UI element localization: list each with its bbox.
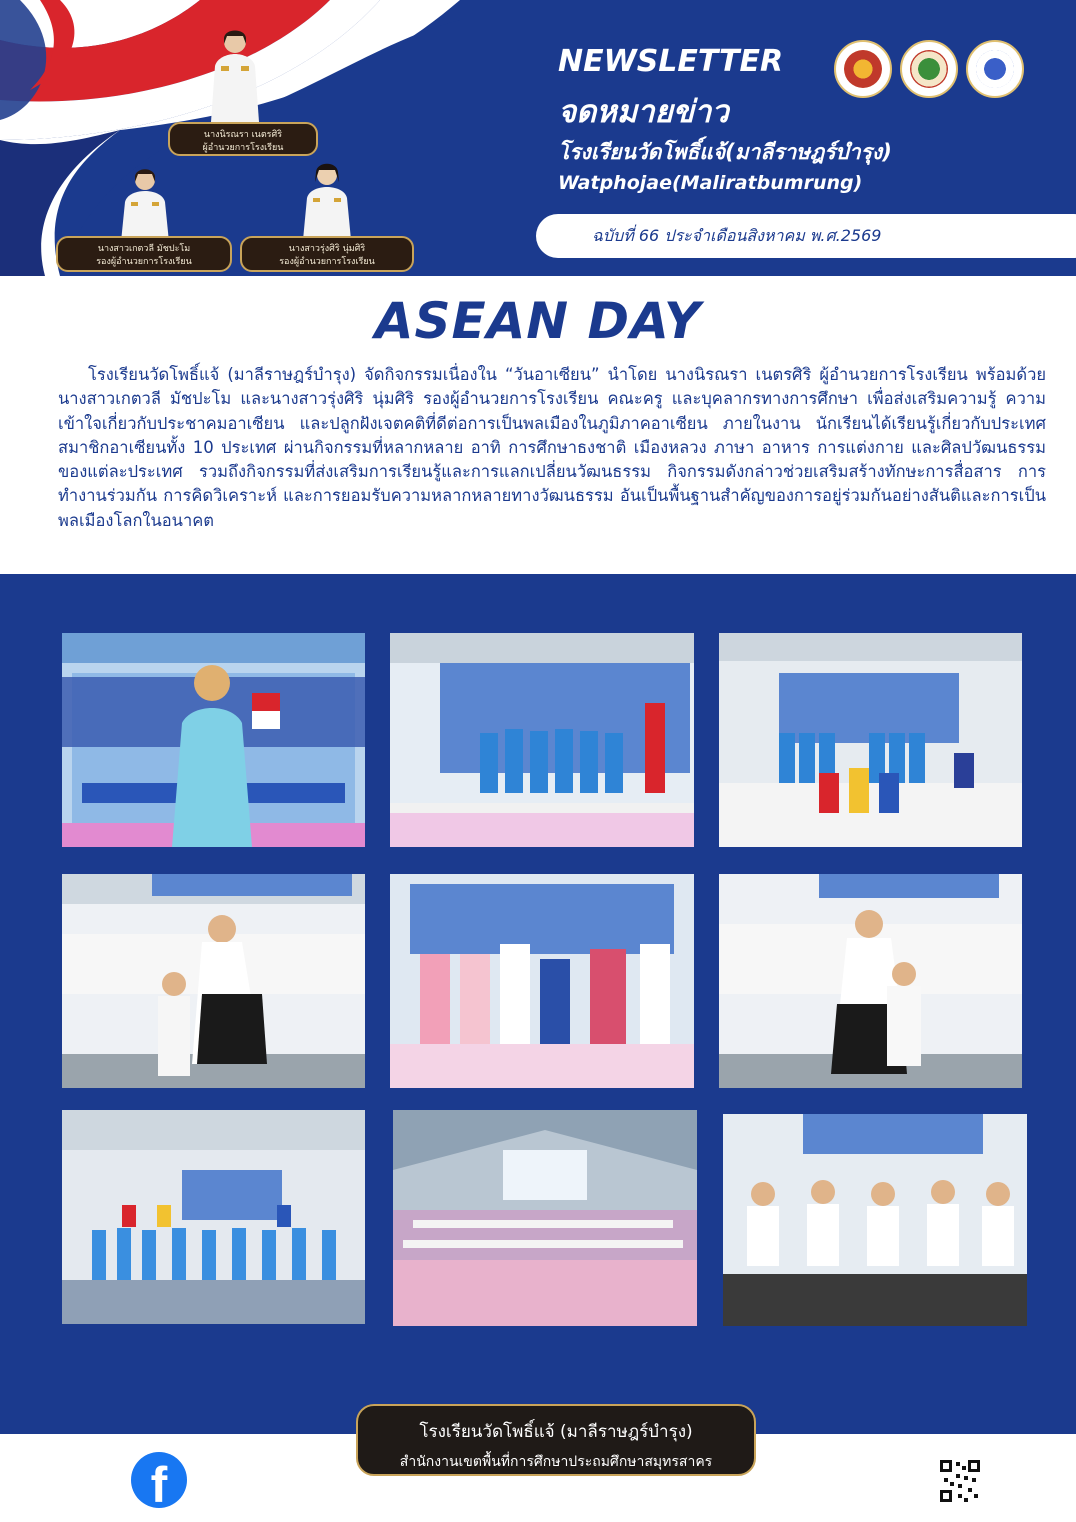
deputy-2-nameplate	[240, 236, 414, 272]
deputy-2-portrait	[292, 160, 362, 240]
deputy-1-nameplate	[56, 236, 232, 272]
director-name: นางนิรณรา เนตรศิริ	[203, 130, 283, 140]
newsletter-label: NEWSLETTER	[558, 44, 784, 79]
photo-award-group	[390, 874, 694, 1088]
photo-flag-parade	[62, 1110, 365, 1324]
school-name-thai: โรงเรียนวัดโพธิ์แจ้(มาลีราษฎร์บำรุง)	[558, 140, 892, 164]
school-emblem-icon	[834, 40, 892, 98]
issue-banner	[536, 214, 1076, 258]
photo-teacher-award-boy	[62, 874, 365, 1088]
photo-student-speaker	[62, 633, 365, 847]
director-portrait	[200, 26, 270, 126]
facebook-icon[interactable]: f	[131, 1452, 187, 1508]
newsletter-thai-title: จดหมายข่าว	[558, 94, 729, 130]
photo-gallery	[0, 574, 1076, 1434]
qr-code-icon[interactable]	[938, 1458, 982, 1504]
article-title: ASEAN DAY	[374, 292, 702, 350]
footer-office-name: สำนักงานเขตพื้นที่การศึกษาประถมศึกษาสมุทรสาคร	[399, 1454, 713, 1470]
photo-students-on-stage	[390, 633, 694, 847]
photo-teacher-award-girl	[719, 874, 1022, 1088]
newsletter-header	[0, 0, 1076, 276]
school-name-english: Watphojae(Maliratbumrung)	[558, 172, 863, 194]
photo-assembly-hall	[393, 1110, 697, 1326]
deputy-2-role: รองผู้อำนวยการโรงเรียน	[279, 257, 375, 267]
director-role: ผู้อำนวยการโรงเรียน	[202, 143, 284, 153]
deputy-1-role: รองผู้อำนวยการโรงเรียน	[96, 257, 192, 267]
article-body: โรงเรียนวัดโพธิ์แจ้ (มาลีราษฎร์บำรุง) จัดกิจกรรมเนื่องใน “วันอาเซียน” นำโดย นางนิรณรา เนตรศิริ ผู้อำนวยการโรงเรียน พร้อมด้วย นางสาวเกตวลี มัชปะโม และนางสาวรุ่งศิริ นุ่มศิริ รองผู้อำนวยการโรงเรียน คณะครู และบุคลากรทางการศึกษา เพื่อส่งเสริมความรู้ ความเข้าใจเกี่ยวกับประชาคมอาเซียน และปลูกฝังเจตคติที่ดีต่อการเป็นพลเมืองในภูมิภาคอาเซียน ภายในงาน นักเรียนได้เรียนรู้เกี่ยวกับประเทศสมาชิกอาเซียนทั้ง 10 ประเทศ ผ่านกิจกรรมที่หลากหลาย อาทิ การศึกษาธงชาติ เมืองหลวง ภาษา อาหาร การแต่งกาย และศิลปวัฒนธรรมของแต่ละประเทศ รวมถึงกิจกรรมที่ส่งเสริมการเรียนรู้และการแลกเปลี่ยนวัฒนธรรม กิจกรรมดังกล่าวช่วยเสริมสร้างทักษะการสื่อสาร การทำงานร่วมกัน การคิดวิเคราะห์ และการยอมรับความหลากหลายทางวัฒนธรรม อันเป็นพื้นฐานสำคัญของการอยู่ร่วมกันอย่างสันติและการเป็นพลเมืองโลกในอนาคต	[58, 365, 1046, 530]
deputy-1-name: นางสาวเกตวลี มัชปะโม	[97, 244, 191, 254]
quality-school-emblem-icon	[966, 40, 1024, 98]
issue-text: ฉบับที่ 66 ประจำเดือนสิงหาคม พ.ศ.2569	[592, 226, 882, 245]
director-figure	[203, 26, 267, 122]
district-emblem-icon	[900, 40, 958, 98]
deputy-2-name: นางสาวรุ่งศิริ นุ่มศิริ	[288, 244, 366, 254]
deputy-1-portrait	[110, 166, 180, 246]
deputy-1-figure	[115, 166, 175, 242]
photo-teachers-singing	[723, 1114, 1027, 1326]
footer-school-name: โรงเรียนวัดโพธิ์แจ้ (มาลีราษฎร์บำรุง)	[419, 1422, 693, 1442]
deputy-2-figure	[297, 160, 357, 240]
photo-flag-line-up	[719, 633, 1022, 847]
footer-school-plate	[356, 1404, 756, 1476]
director-nameplate	[168, 122, 318, 156]
